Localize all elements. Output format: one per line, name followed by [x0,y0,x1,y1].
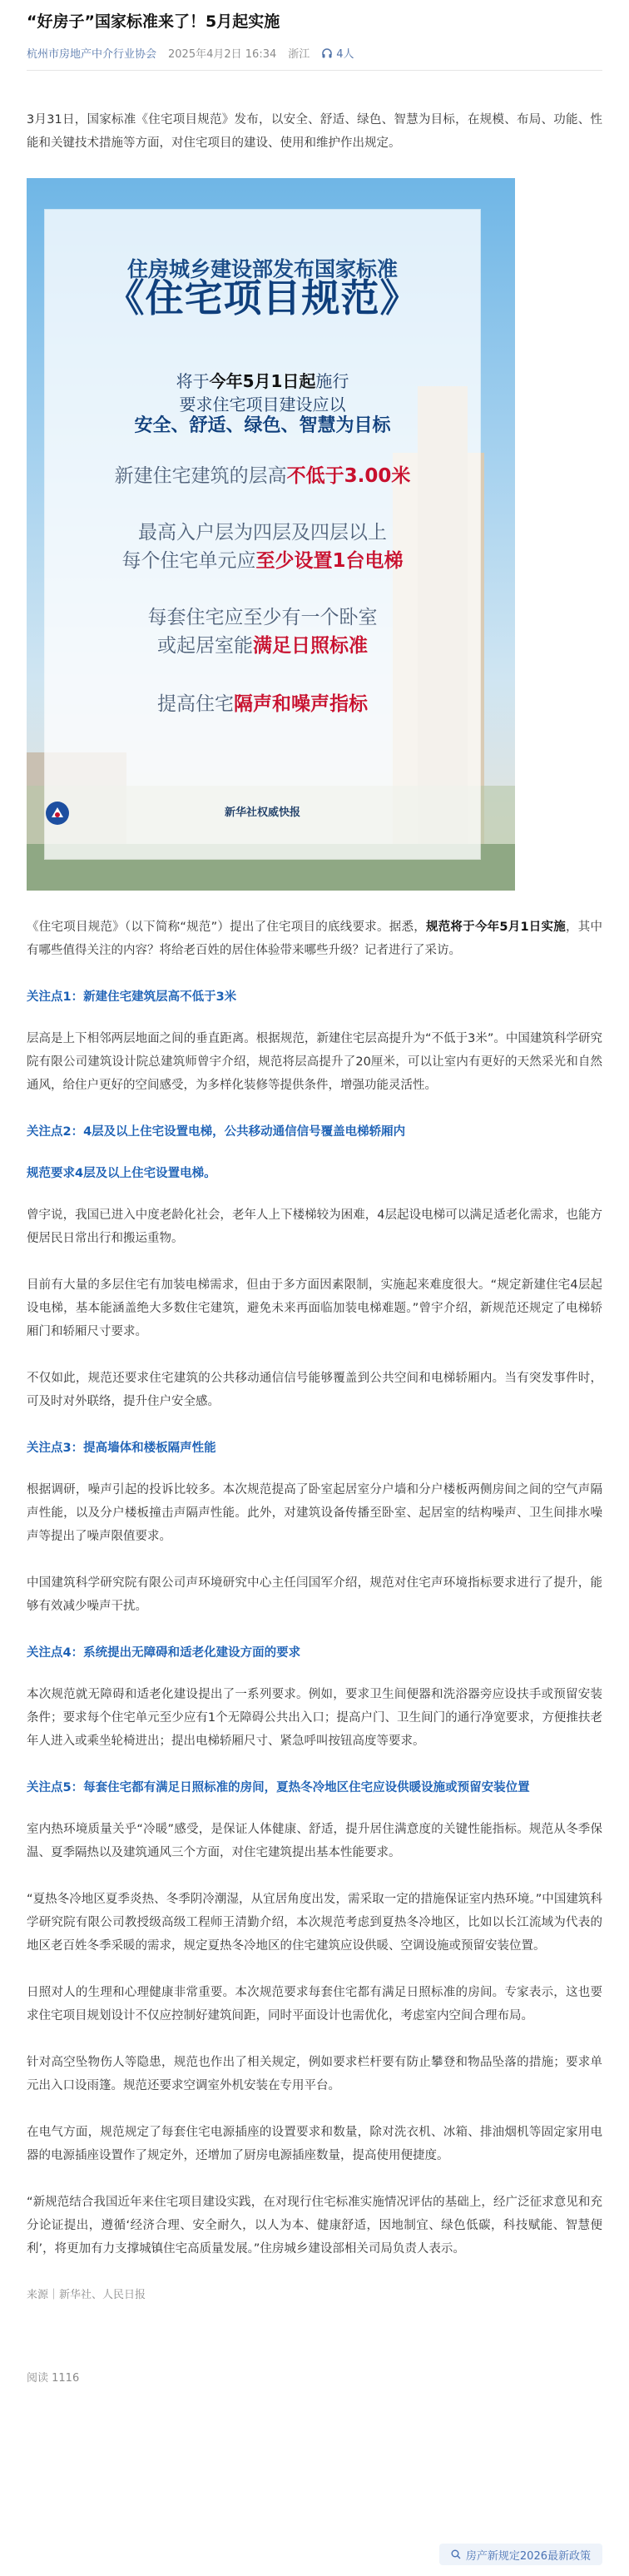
poster-line: 安全、舒适、绿色、智慧为目标 [134,415,391,436]
read-count: 阅读 1116 [27,2372,80,2385]
poster-line: 将于今年5月1日起施行 [176,371,349,391]
xinhua-logo-icon [45,801,70,826]
poster-line: 新建住宅建筑的层高不低于3.00米 [114,465,411,487]
poster-line: 最高入户层为四层及四层以上 [138,522,387,543]
poster-headline: 住房城乡建设部发布国家标准 [126,257,398,281]
listen-button[interactable] [321,45,354,61]
source-note: 来源｜新华社、人民日报 [27,2289,146,2301]
publish-region: 浙江 [288,48,310,61]
topic-tag-label: 房产新规定2026最新政策 [465,2549,591,2563]
paragraph: 室内热环境质量关乎“冷暖”感受，是保证人体健康、舒适，提升居住满意度的关键性能指标。规范从冬季保温、夏季隔热以及建筑通风三个方面，对住宅建筑提出基本性能要求。 [27,1823,602,1859]
section-subheading: 规范要求4层及以上住宅设置电梯。 [27,1167,216,1180]
poster-panel [45,210,480,859]
poster-image [27,178,515,891]
poster-line: 每套住宅应至少有一个卧室 [147,607,378,628]
paragraph: 中国建筑科学研究院有限公司声环境研究中心主任闫国军介绍，规范对住宅声环境指标要求进行了提升，能够有效减少噪声干扰。 [27,1576,602,1613]
poster-line: 提高住宅隔声和噪声指标 [157,693,368,715]
paragraph: 目前有大量的多层住宅有加装电梯需求，但由于多方面因素限制，实施起来难度很大。“规定新建住宅4层起设电梯，基本能涵盖绝大多数住宅建筑，避免未来再面临加装电梯难题。”曾宇介绍，新规范还规定了电梯轿厢门和轿厢尺寸要求。 [27,1278,602,1338]
account-name[interactable]: 杭州市房地产中介行业协会 [27,48,157,61]
meta-divider [27,70,602,71]
article-title: “好房子”国家标准来了！5月起实施 [27,12,280,31]
paragraph: 3月31日，国家标准《住宅项目规范》发布，以安全、舒适、绿色、智慧为目标，在规模、布局、功能、性能和关键技术措施等方面，对住宅项目的建设、使用和维护作出规定。 [27,113,602,150]
section-heading: 关注点2：4层及以上住宅设置电梯，公共移动通信信号覆盖电梯轿厢内 [27,1125,406,1139]
section-heading: 关注点1：新建住宅建筑层高不低于3米 [27,990,237,1004]
poster-line: 或起居室能满足日照标准 [157,635,368,657]
search-icon [451,2549,461,2559]
article-meta [27,45,354,61]
poster-brand-text: 新华社权威快报 [224,807,300,819]
paragraph: 根据调研，噪声引起的投诉比较多。本次规范提高了卧室起居室分户墙和分户楼板两侧房间之间的空气声隔声性能，以及分户楼板撞击声隔声性能。此外，对建筑设备传播至卧室、起居室的结构噪声、卫生间排水噪声等提出了噪声限值要求。 [27,1483,602,1543]
paragraph: 《住宅项目规范》（以下简称“规范”）提出了住宅项目的底线要求。据悉，规范将于今年5月1日实施，其中有哪些值得关注的内容？将给老百姓的居住体验带来哪些升级？记者进行了采访。 [27,921,602,957]
paragraph: “新规范结合我国近年来住宅项目建设实践，在对现行住宅标准实施情况评估的基础上，经广泛征求意见和充分论证提出，遵循‘经济合理、安全耐久，以人为本、健康舒适，因地制宜、绿色低碳，科技赋能、智慧便利’，将更加有力支撑城镇住宅高质量发展。”住房城乡建设部相关司局负责人表示。 [27,2196,602,2256]
paragraph: 本次规范就无障碍和适老化建设提出了一系列要求。例如，要求卫生间便器和洗浴器旁应设扶手或预留安装条件；要求每个住宅单元至少应有1个无障碍公共出入口；提高户门、卫生间门的通行净宽要求，方便推扶老年人进入或乘坐轮椅进出；提出电梯轿厢尺寸、紧急呼叫按钮高度等要求。 [27,1688,602,1748]
poster-line: 要求住宅项目建设应以 [179,395,346,414]
poster-title: 《住宅项目规范》 [106,275,419,320]
publish-datetime: 2025年4月2日 16:34 [168,48,277,61]
listener-count: 4人 [336,48,354,61]
paragraph: 日照对人的生理和心理健康非常重要。本次规范要求每套住宅都有满足日照标准的房间。专家表示，这也要求住宅项目规划设计不仅应控制好建筑间距，同时平面设计也需优化，考虑室内空间合理布局。 [27,1986,602,2023]
section-heading: 关注点4：系统提出无障碍和适老化建设方面的要求 [27,1646,301,1660]
poster-line: 每个住宅单元应至少设置1台电梯 [121,550,404,572]
paragraph: 在电气方面，规范规定了每套住宅电源插座的设置要求和数量，除对洗衣机、冰箱、排油烟机等固定家用电器的电源插座设置作了规定外，还增加了厨房电源插座数量，提高使用便捷度。 [27,2126,602,2162]
section-heading: 关注点3：提高墙体和楼板隔声性能 [27,1442,216,1455]
poster-brand [45,801,480,825]
paragraph: 曾宇说，我国已进入中度老龄化社会，老年人上下楼梯较为困难，4层起设电梯可以满足适老化需求，也能方便居民日常出行和搬运重物。 [27,1209,602,1245]
paragraph: 针对高空坠物伤人等隐患，规范也作出了相关规定，例如要求栏杆要有防止攀登和物品坠落的措施；要求单元出入口设雨篷。规范还要求空调室外机安装在专用平台。 [27,2056,602,2092]
headphones-icon [321,47,333,59]
paragraph: 层高是上下相邻两层地面之间的垂直距离。根据规范，新建住宅层高提升为“不低于3米”。中国建筑科学研究院有限公司建筑设计院总建筑师曾宇介绍，规范将层高提升了20厘米，可以让室内有更好的天然采光和自然通风，给住户更好的空间感受，为多样化装修等提供条件，增强功能灵活性。 [27,1032,602,1092]
section-heading: 关注点5：每套住宅都有满足日照标准的房间，夏热冬冷地区住宅应设供暖设施或预留安装位置 [27,1781,530,1794]
paragraph: 不仅如此，规范还要求住宅建筑的公共移动通信信号能够覆盖到公共空间和电梯轿厢内。当有突发事件时，可及时对外联络，提升住户安全感。 [27,1372,602,1408]
article-body [27,108,602,2390]
topic-tag[interactable] [439,2544,602,2565]
paragraph: “夏热冬冷地区夏季炎热、冬季阴冷潮湿，从宜居角度出发，需采取一定的措施保证室内热环境。”中国建筑科学研究院有限公司教授级高级工程师王清勤介绍，本次规范考虑到夏热冬冷地区，比如以长江流域为代表的地区老百姓冬季采暖的需求，规定夏热冬冷地区的住宅建筑应设供暖、空调设施或预留安装位置。 [27,1893,602,1953]
